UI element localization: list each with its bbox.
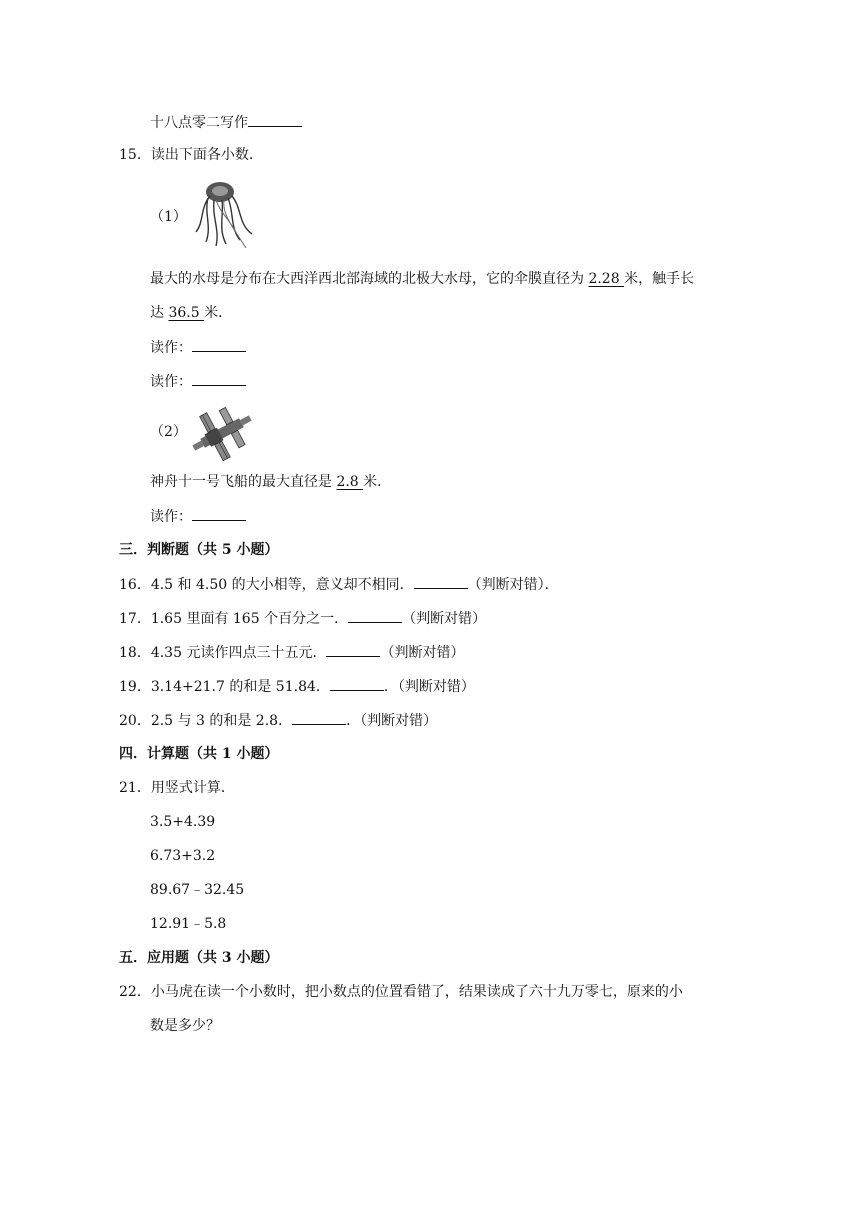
read-as-label: 读作： bbox=[150, 374, 192, 390]
question-hint: （判断对错） bbox=[380, 645, 465, 661]
question-18 bbox=[119, 642, 464, 663]
question-hint: （判断对错）． bbox=[467, 577, 559, 593]
question-22 bbox=[119, 982, 683, 1002]
question-hint: （判断对错） bbox=[402, 611, 487, 627]
question-19 bbox=[119, 676, 475, 697]
question-number: 17． bbox=[119, 611, 151, 627]
answer-blank[interactable] bbox=[192, 506, 246, 521]
answer-blank[interactable] bbox=[330, 676, 384, 691]
question-text: 读出下面各小数． bbox=[150, 147, 263, 163]
question-number: 22． bbox=[119, 984, 151, 1000]
answer-blank[interactable] bbox=[292, 710, 346, 725]
question-text: 4.5 和 4.50 的大小相等，意义却不相同． bbox=[150, 577, 414, 593]
calculation-3: 89.67﹣32.45 bbox=[150, 882, 245, 898]
paragraph-text: 达 bbox=[150, 305, 169, 321]
paragraph-text: 米，触手长 bbox=[624, 271, 695, 287]
spacecraft-image bbox=[186, 402, 258, 464]
question-text: 小马虎在读一个小数时，把小数点的位置看错了，结果读成了六十九万零七，原来的小 bbox=[150, 984, 683, 1000]
paragraph-text: 神舟十一号飞船的最大直径是 bbox=[150, 474, 337, 490]
answer-blank[interactable] bbox=[348, 608, 402, 623]
question-22-continuation: 数是多少？ bbox=[150, 1018, 220, 1034]
question-number: 20． bbox=[119, 713, 151, 729]
read-as-line-2 bbox=[150, 371, 246, 392]
paragraph-text: 最大的水母是分布在大西洋西北部海域的北极大水母，它的伞膜直径为 bbox=[150, 271, 589, 287]
question-20 bbox=[119, 710, 437, 731]
calculation-1: 3.5+4.39 bbox=[150, 814, 216, 830]
question-number: 19． bbox=[119, 679, 151, 695]
question-21 bbox=[119, 778, 235, 798]
read-as-label: 读作： bbox=[150, 509, 192, 525]
question-17 bbox=[119, 608, 486, 629]
section-heading-5: 五．应用题（共 3 小题） bbox=[119, 950, 279, 966]
answer-blank[interactable] bbox=[326, 642, 380, 657]
question-hint: ．（判断对错） bbox=[383, 679, 475, 695]
question-number: 15． bbox=[119, 147, 151, 163]
q14-text: 十八点零二写作 bbox=[150, 115, 248, 131]
question-15 bbox=[119, 145, 263, 165]
read-as-line-3 bbox=[150, 506, 246, 527]
question-number: 16． bbox=[119, 577, 151, 593]
question-text: 3.14+21.7 的和是 51.84． bbox=[150, 679, 330, 695]
paragraph-text: 米． bbox=[204, 305, 233, 321]
q14-last-line bbox=[150, 112, 302, 133]
read-as-label: 读作： bbox=[150, 340, 192, 356]
question-text: 1.65 里面有 165 个百分之一． bbox=[150, 611, 349, 627]
paragraph-2 bbox=[150, 472, 391, 492]
question-text: 4.35 元读作四点三十五元． bbox=[150, 645, 327, 661]
question-16 bbox=[119, 574, 559, 595]
paragraph-1-line-b bbox=[150, 303, 232, 323]
read-as-line-1 bbox=[150, 337, 246, 358]
question-number: 21． bbox=[119, 780, 151, 796]
sub-label-1: （1） bbox=[150, 209, 187, 225]
question-text: 用竖式计算． bbox=[150, 780, 235, 796]
underlined-number: 36.5 bbox=[168, 305, 205, 321]
underlined-number: 2.28 bbox=[588, 271, 625, 287]
answer-blank[interactable] bbox=[192, 371, 246, 386]
paragraph-1-line-a bbox=[150, 269, 694, 289]
answer-blank[interactable] bbox=[248, 112, 302, 127]
answer-blank[interactable] bbox=[192, 337, 246, 352]
calculation-2: 6.73+3.2 bbox=[150, 848, 216, 864]
question-number: 18． bbox=[119, 645, 151, 661]
question-hint: ．（判断对错） bbox=[346, 713, 438, 729]
underlined-number: 2.8 bbox=[336, 474, 364, 490]
answer-blank[interactable] bbox=[414, 574, 468, 589]
sub-label-2: （2） bbox=[150, 424, 187, 440]
paragraph-text: 米． bbox=[363, 474, 392, 490]
jellyfish-image bbox=[186, 178, 258, 250]
calculation-4: 12.91﹣5.8 bbox=[150, 916, 227, 932]
question-text: 2.5 与 3 的和是 2.8． bbox=[150, 713, 293, 729]
section-heading-4: 四．计算题（共 1 小题） bbox=[119, 746, 279, 762]
section-heading-3: 三．判断题（共 5 小题） bbox=[119, 542, 279, 558]
